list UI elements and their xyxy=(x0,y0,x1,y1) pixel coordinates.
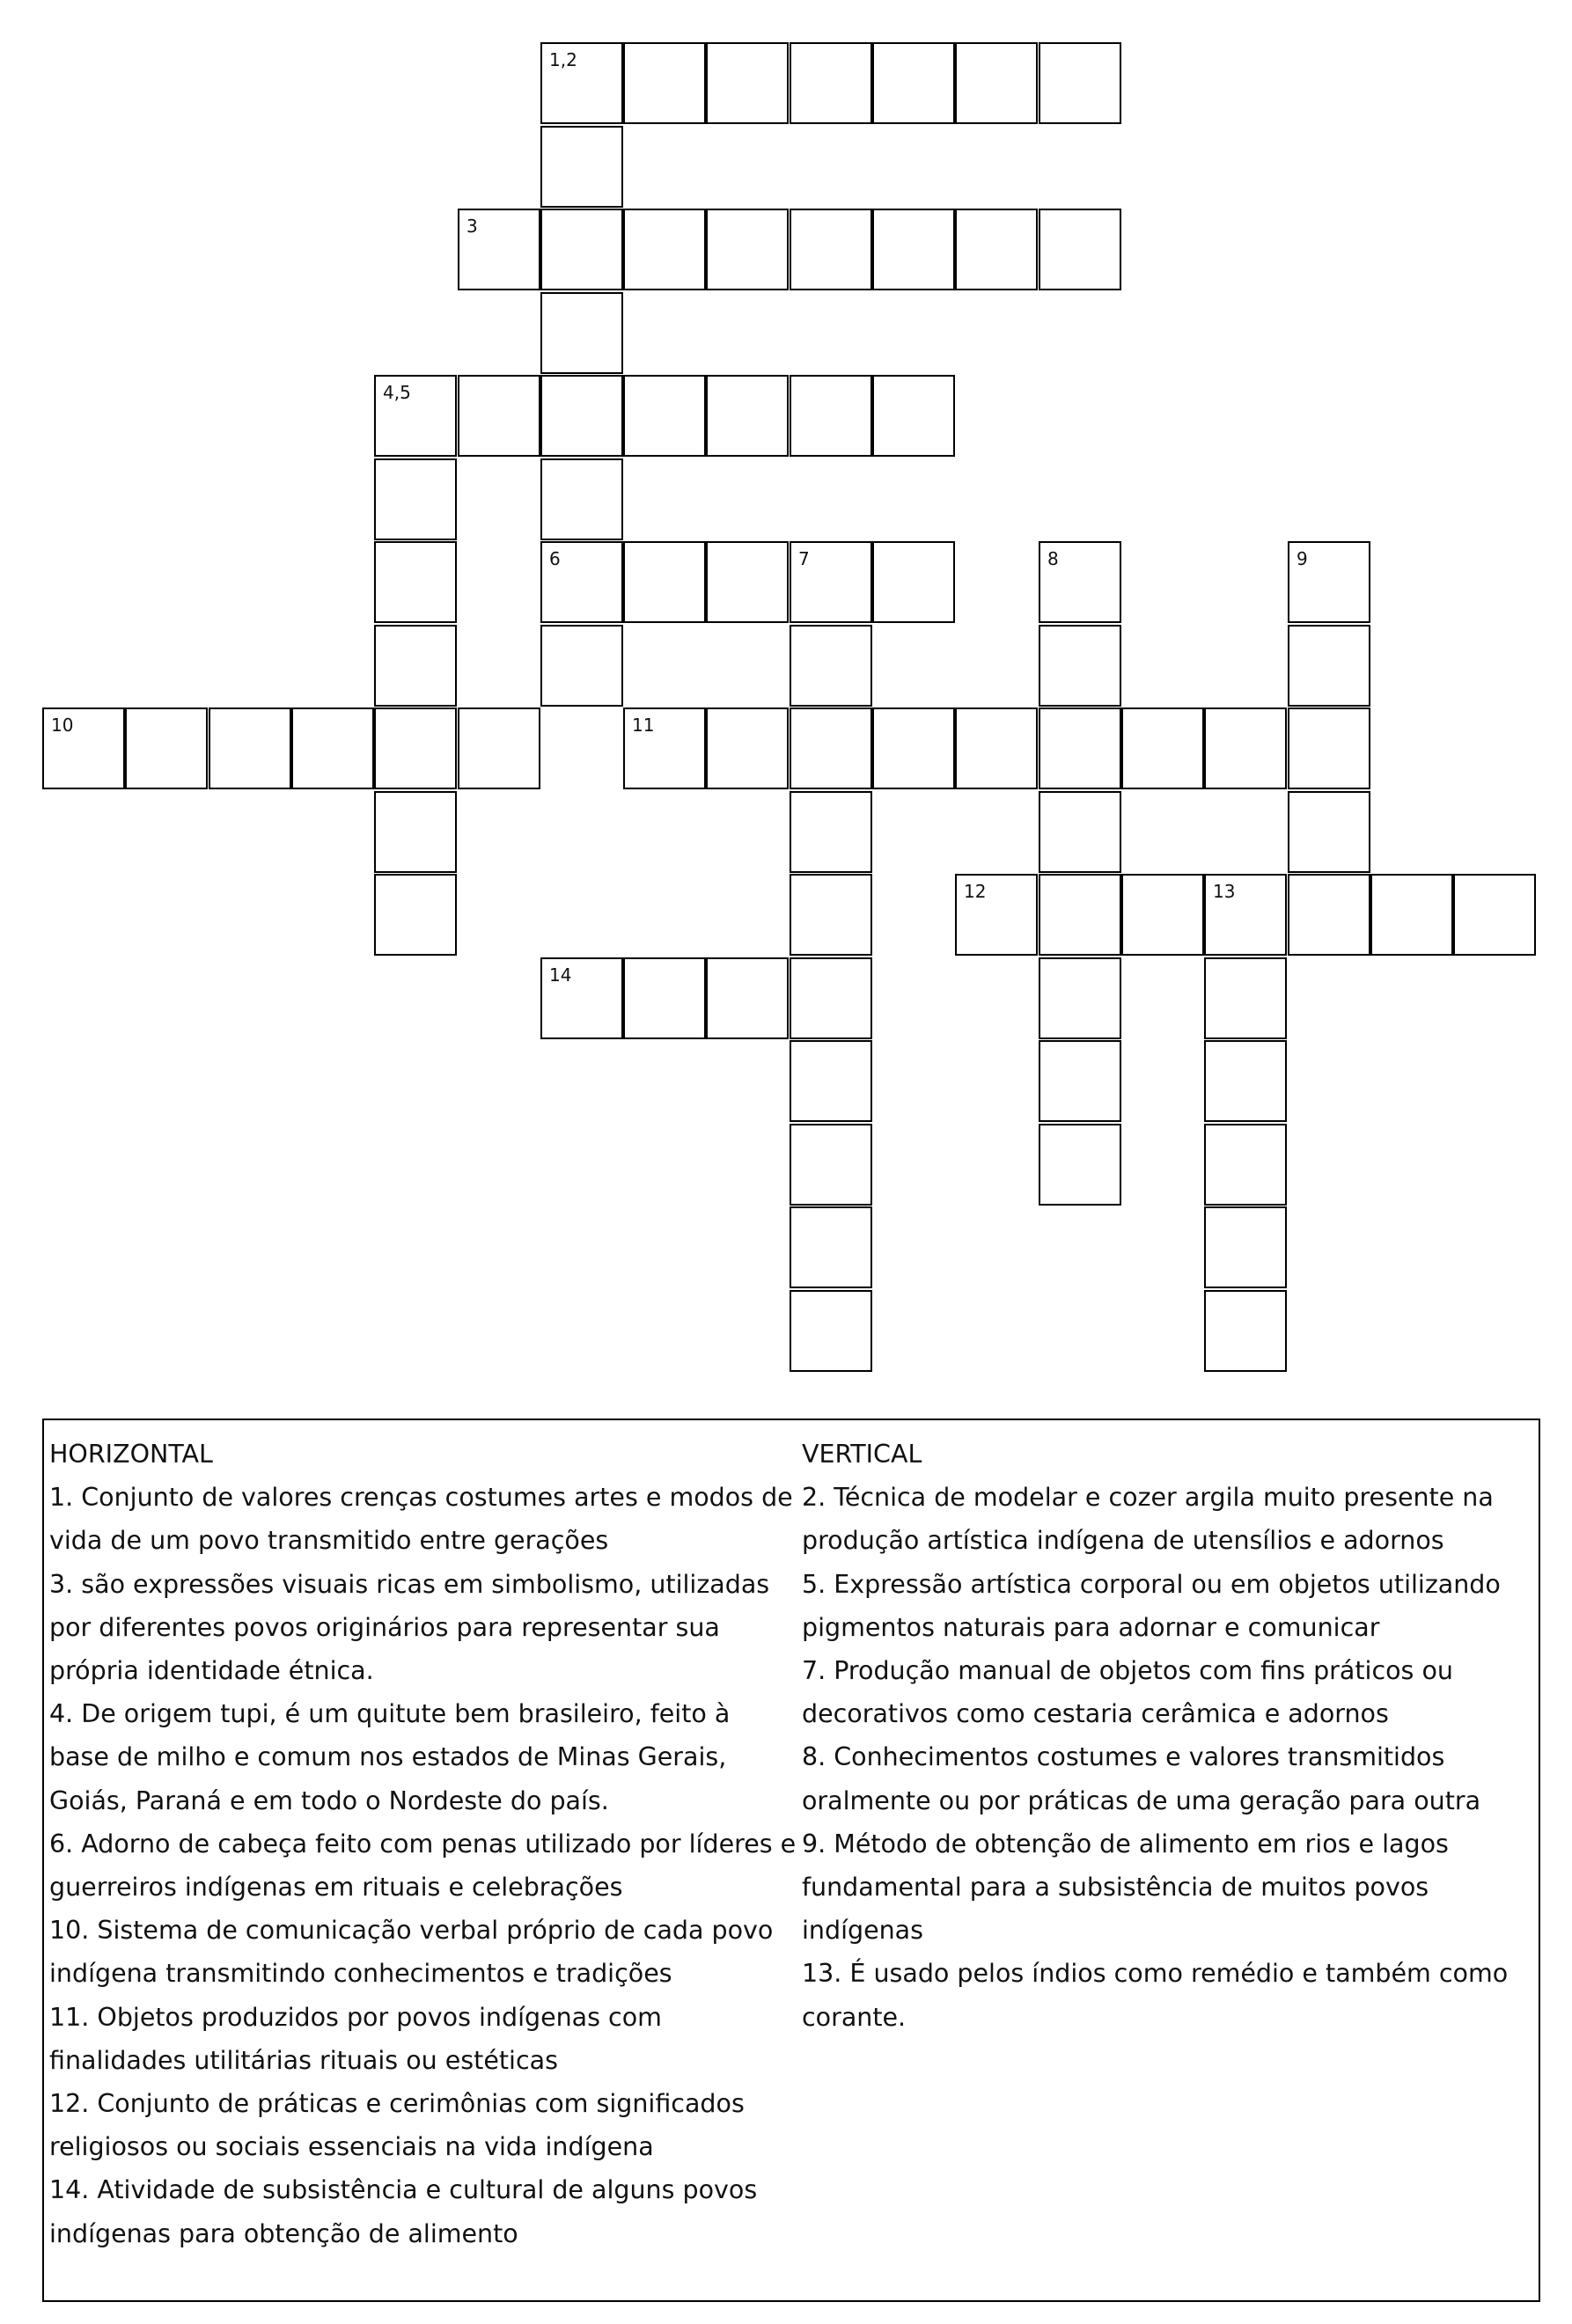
clue-h1: 1. Conjunto de valores crenças costumes artes e modos de vida de um povo transmitido entre gerações xyxy=(49,1483,793,1556)
crossword-cell[interactable] xyxy=(209,707,291,789)
clue-number: 11 xyxy=(632,715,655,736)
clue-h4: 4. De origem tupi, é um quitute bem brasileiro, feito à base de milho e comum nos estados de Minas Gerais, Goiás, Paraná e em todo o Nordeste do país. xyxy=(49,1699,731,1815)
crossword-cell[interactable] xyxy=(1204,707,1287,789)
crossword-cell[interactable] xyxy=(374,791,457,873)
crossword-cell[interactable] xyxy=(1121,874,1204,956)
crossword-cell[interactable] xyxy=(1121,707,1204,789)
crossword-cell[interactable] xyxy=(458,375,540,457)
crossword-cell[interactable] xyxy=(540,42,623,124)
vertical-clues xyxy=(802,1433,1537,2039)
crossword-cell[interactable] xyxy=(872,209,955,290)
crossword-cell[interactable] xyxy=(1204,957,1287,1039)
crossword-cell[interactable] xyxy=(790,1124,872,1206)
clue-number: 4,5 xyxy=(383,382,411,403)
crossword-cell[interactable] xyxy=(540,209,623,290)
crossword-cell[interactable] xyxy=(540,126,623,208)
crossword-cell[interactable] xyxy=(540,957,623,1039)
clue-number: 12 xyxy=(964,881,987,902)
clue-number: 8 xyxy=(1047,548,1059,569)
crossword-cell[interactable] xyxy=(790,707,872,789)
clue-v2: 2. Técnica de modelar e cozer argila muito presente na produção artística indígena de utensílios e adornos xyxy=(802,1483,1494,1556)
vertical-title: VERTICAL xyxy=(802,1440,922,1469)
clue-number: 13 xyxy=(1213,881,1236,902)
clue-number: 14 xyxy=(549,964,572,986)
clue-h11: 11. Objetos produzidos por povos indígenas com finalidades utilitárias rituais ou estéticas xyxy=(49,2002,662,2075)
crossword-cell[interactable] xyxy=(540,458,623,540)
crossword-cell[interactable] xyxy=(374,458,457,540)
crossword-cell[interactable] xyxy=(706,209,789,290)
crossword-cell[interactable] xyxy=(790,625,872,707)
crossword-cell[interactable] xyxy=(1039,625,1121,707)
crossword-cell[interactable] xyxy=(1288,707,1370,789)
crossword-cell[interactable] xyxy=(706,541,789,623)
crossword-cell[interactable] xyxy=(540,625,623,707)
crossword-cell[interactable] xyxy=(1204,1040,1287,1122)
crossword-cell[interactable] xyxy=(706,707,789,789)
crossword-cell[interactable] xyxy=(1039,791,1121,873)
crossword-cell[interactable] xyxy=(623,707,706,789)
crossword-cell[interactable] xyxy=(872,541,955,623)
clue-number: 3 xyxy=(466,216,478,237)
crossword-cell[interactable] xyxy=(1204,1206,1287,1288)
crossword-cell[interactable] xyxy=(623,541,706,623)
clue-h3: 3. são expressões visuais ricas em simbolismo, utilizadas por diferentes povos originários para representar sua própria identidade étnica. xyxy=(49,1569,770,1686)
crossword-cell[interactable] xyxy=(623,375,706,457)
clue-h14: 14. Atividade de subsistência e cultural de alguns povos indígenas para obtenção de alimento xyxy=(49,2175,758,2248)
crossword-cell[interactable] xyxy=(790,42,872,124)
crossword-cell[interactable] xyxy=(872,42,955,124)
crossword-cell[interactable] xyxy=(706,42,789,124)
clues-box xyxy=(42,1419,1540,2302)
crossword-cell[interactable] xyxy=(790,1040,872,1122)
crossword-cell[interactable] xyxy=(540,375,623,457)
crossword-cell[interactable] xyxy=(42,707,125,789)
clue-h10: 10. Sistema de comunicação verbal próprio de cada povo indígena transmitindo conhecimentos e tradições xyxy=(49,1916,774,1989)
crossword-cell[interactable] xyxy=(955,874,1038,956)
crossword-cell[interactable] xyxy=(790,541,872,623)
crossword-cell[interactable] xyxy=(623,42,706,124)
crossword-cell[interactable] xyxy=(1370,874,1453,956)
crossword-cell[interactable] xyxy=(872,707,955,789)
clue-v13: 13. É usado pelos índios como remédio e também como corante. xyxy=(802,1959,1509,2032)
clue-h6: 6. Adorno de cabeça feito com penas utilizado por líderes e guerreiros indígenas em rituais e celebrações xyxy=(49,1829,797,1902)
crossword-cell[interactable] xyxy=(1039,209,1121,290)
crossword-cell[interactable] xyxy=(955,209,1038,290)
crossword-cell[interactable] xyxy=(790,209,872,290)
clue-v9: 9. Método de obtenção de alimento em rios e lagos fundamental para a subsistência de muitos povos indígenas xyxy=(802,1829,1449,1946)
crossword-cell[interactable] xyxy=(1039,541,1121,623)
crossword-cell[interactable] xyxy=(790,1206,872,1288)
crossword-cell[interactable] xyxy=(458,707,540,789)
clue-number: 1,2 xyxy=(549,49,577,70)
crossword-cell[interactable] xyxy=(623,209,706,290)
crossword-cell[interactable] xyxy=(1204,1290,1287,1372)
crossword-cell[interactable] xyxy=(790,957,872,1039)
clue-number: 7 xyxy=(798,548,810,569)
crossword-cell[interactable] xyxy=(1039,42,1121,124)
crossword-cell[interactable] xyxy=(955,707,1038,789)
crossword-cell[interactable] xyxy=(540,292,623,374)
clue-number: 6 xyxy=(549,548,561,569)
clue-number: 10 xyxy=(51,715,74,736)
crossword-cell[interactable] xyxy=(374,707,457,789)
crossword-cell[interactable] xyxy=(374,541,457,623)
crossword-cell[interactable] xyxy=(540,541,623,623)
crossword-cell[interactable] xyxy=(872,375,955,457)
crossword-cell[interactable] xyxy=(458,209,540,290)
clue-v8: 8. Conhecimentos costumes e valores transmitidos oralmente ou por práticas de uma geração para outra xyxy=(802,1742,1481,1815)
crossword-cell[interactable] xyxy=(1039,707,1121,789)
crossword-cell[interactable] xyxy=(291,707,374,789)
crossword-cell[interactable] xyxy=(1039,1124,1121,1206)
crossword-cell[interactable] xyxy=(955,42,1038,124)
crossword-cell[interactable] xyxy=(790,874,872,956)
crossword-cell[interactable] xyxy=(1288,791,1370,873)
crossword-cell[interactable] xyxy=(374,874,457,956)
crossword-cell[interactable] xyxy=(1204,874,1287,956)
crossword-cell[interactable] xyxy=(790,1290,872,1372)
crossword-cell[interactable] xyxy=(125,707,208,789)
clue-v5: 5. Expressão artística corporal ou em objetos utilizando pigmentos naturais para adornar e comunicar xyxy=(802,1569,1501,1642)
crossword-cell[interactable] xyxy=(1039,874,1121,956)
clue-v7: 7. Produção manual de objetos com fins práticos ou decorativos como cestaria cerâmica e adornos xyxy=(802,1656,1453,1729)
horizontal-title: HORIZONTAL xyxy=(49,1440,213,1469)
crossword-cell[interactable] xyxy=(1453,874,1536,956)
crossword-cell[interactable] xyxy=(790,791,872,873)
crossword-cell[interactable] xyxy=(1288,541,1370,623)
horizontal-clues xyxy=(49,1433,797,2255)
crossword-cell[interactable] xyxy=(1039,1040,1121,1122)
crossword-cell[interactable] xyxy=(706,375,789,457)
crossword-cell[interactable] xyxy=(374,375,457,457)
crossword-cell[interactable] xyxy=(1288,874,1370,956)
crossword-cell[interactable] xyxy=(1204,1124,1287,1206)
crossword-cell[interactable] xyxy=(706,957,789,1039)
crossword-cell[interactable] xyxy=(790,375,872,457)
crossword-cell[interactable] xyxy=(374,625,457,707)
crossword-cell[interactable] xyxy=(623,957,706,1039)
clue-number: 9 xyxy=(1297,548,1308,569)
clue-h12: 12. Conjunto de práticas e cerimônias com significados religiosos ou sociais essenciais na vida indígena xyxy=(49,2089,745,2162)
crossword-cell[interactable] xyxy=(1288,625,1370,707)
crossword-cell[interactable] xyxy=(1039,957,1121,1039)
